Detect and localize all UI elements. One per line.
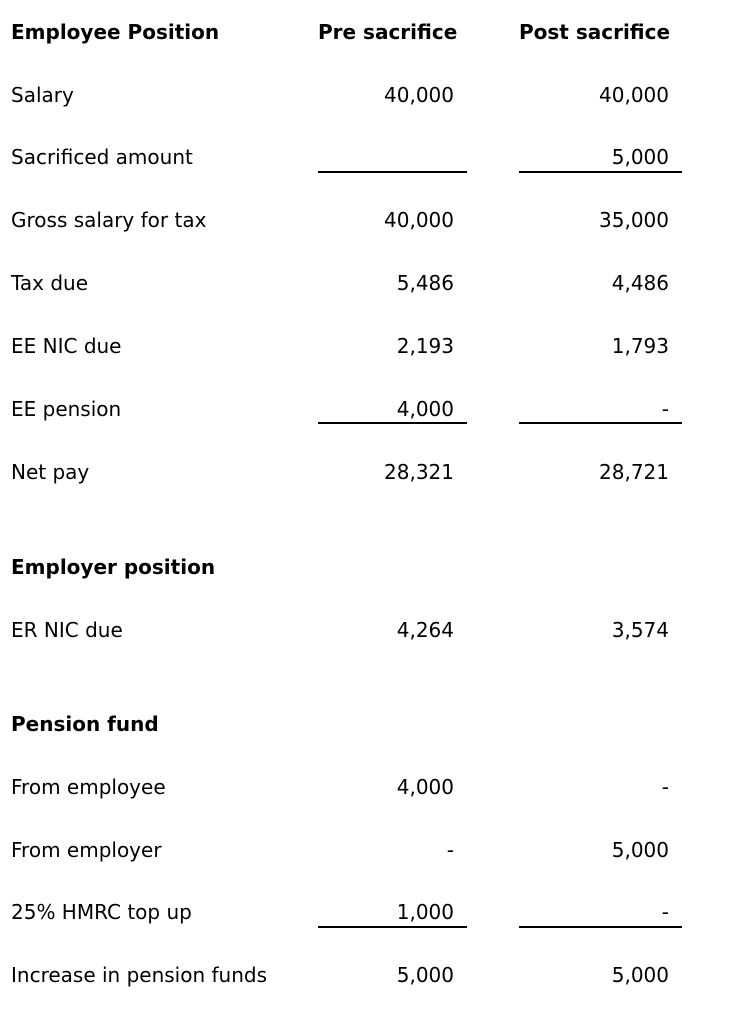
post-value: 4,486	[611, 271, 669, 295]
post-value: 35,000	[599, 208, 669, 232]
post-value: 40,000	[599, 83, 669, 107]
row-label: Tax due	[11, 271, 89, 295]
pre-value: 2,193	[396, 334, 454, 358]
table-row	[0, 268, 734, 298]
row-label: From employer	[11, 838, 162, 862]
row-label: Increase in pension funds	[11, 963, 268, 987]
pre-value: 28,321	[384, 460, 454, 484]
section-title: Pension fund	[11, 712, 159, 736]
pre-value	[318, 142, 454, 172]
subtotal-rule	[318, 422, 467, 424]
row-label: Salary	[11, 83, 74, 107]
row-label: From employee	[11, 775, 166, 799]
post-value: 5,000	[611, 838, 669, 862]
row-label: EE NIC due	[11, 334, 122, 358]
pre-value: -	[446, 838, 454, 862]
pre-value: 40,000	[384, 83, 454, 107]
post-value: 5,000	[611, 145, 669, 169]
row-label: Net pay	[11, 460, 90, 484]
table-row	[0, 142, 734, 172]
pre-value: 40,000	[384, 208, 454, 232]
post-value: 1,793	[611, 334, 669, 358]
post-value: -	[661, 397, 669, 421]
table-row	[0, 772, 734, 802]
pension-section-title	[0, 709, 734, 739]
post-value: -	[661, 900, 669, 924]
post-value: 5,000	[611, 963, 669, 987]
header-label: Employee Position	[11, 20, 220, 44]
pre-value: 4,000	[396, 397, 454, 421]
post-value: -	[661, 775, 669, 799]
table-row	[0, 205, 734, 235]
row-label: Gross salary for tax	[11, 208, 207, 232]
pre-value: 5,000	[396, 963, 454, 987]
table-row	[0, 80, 734, 110]
employer-section-title	[0, 552, 734, 582]
table-header	[0, 17, 734, 47]
subtotal-rule	[519, 422, 682, 424]
table-row	[0, 835, 734, 865]
post-value: 28,721	[599, 460, 669, 484]
table-row	[0, 394, 734, 424]
row-label: Sacrificed amount	[11, 145, 193, 169]
pre-value: 1,000	[396, 900, 454, 924]
header-pre-sacrifice: Pre sacrifice	[318, 20, 458, 44]
post-value: 3,574	[611, 618, 669, 642]
subtotal-rule	[318, 171, 467, 173]
row-label: EE pension	[11, 397, 122, 421]
row-label: 25% HMRC top up	[11, 900, 192, 924]
row-label: ER NIC due	[11, 618, 123, 642]
pre-value: 5,486	[396, 271, 454, 295]
subtotal-rule	[318, 926, 467, 928]
section-title: Employer position	[11, 555, 216, 579]
table-row	[0, 960, 734, 990]
table-row	[0, 457, 734, 487]
header-post-sacrifice: Post sacrifice	[519, 20, 671, 44]
pre-value: 4,264	[396, 618, 454, 642]
subtotal-rule	[519, 926, 682, 928]
table-row	[0, 331, 734, 361]
table-row	[0, 897, 734, 927]
table-row	[0, 615, 734, 645]
pre-value: 4,000	[396, 775, 454, 799]
subtotal-rule	[519, 171, 682, 173]
